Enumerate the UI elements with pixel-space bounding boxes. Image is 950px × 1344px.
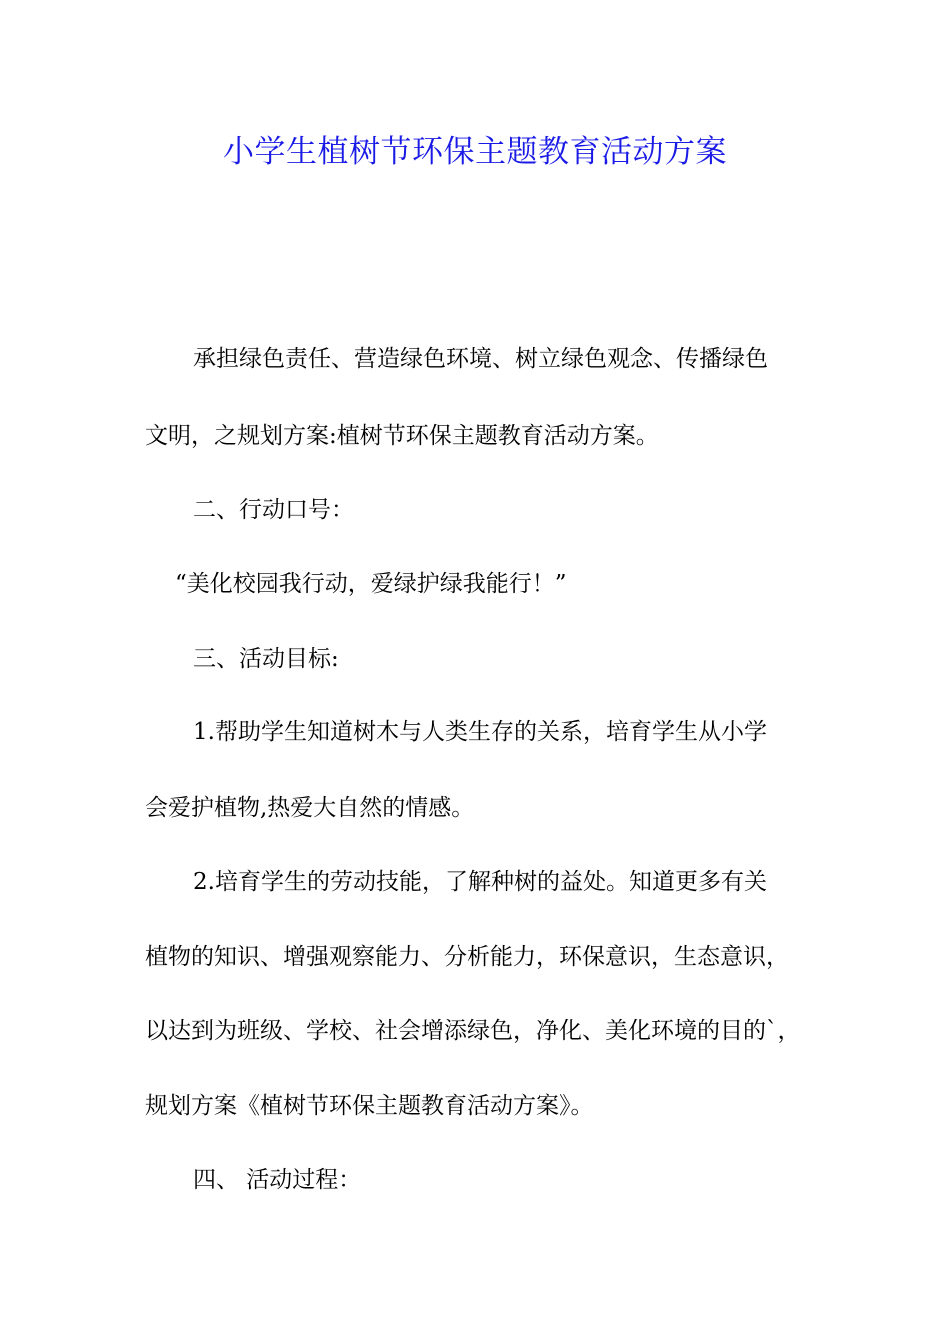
section-heading-process: 四、 活动过程： [193,1167,362,1193]
goal-2-line-4: 规划方案《植树节环保主题教育活动方案》。 [145,1093,594,1119]
goal-1-line-2: 会爱护植物,热爱大自然的情感。 [145,795,475,821]
paragraph-intro-line-2: 文明，之规划方案:植树节环保主题教育活动方案。 [145,423,659,449]
document-title: 小学生植树节环保主题教育活动方案 [223,134,727,170]
section-heading-goals: 三、活动目标: [193,646,339,672]
goal-2-line-2: 植物的知识、增强观察能力、分析能力，环保意识，生态意识， [145,944,789,970]
goal-1-line-1: 1.帮助学生知道树木与人类生存的关系，培育学生从小学 [193,719,767,745]
goal-2-line-3: 以达到为班级、学校、社会增添绿色，净化、美化环境的目的`， [145,1018,801,1044]
section-heading-slogan: 二、行动口号： [193,497,354,523]
goal-2-line-1: 2.培育学生的劳动技能，了解种树的益处。知道更多有关 [193,869,767,895]
paragraph-intro-line-1: 承担绿色责任、营造绿色环境、树立绿色观念、传播绿色 [193,346,768,372]
slogan-quote: “美化校园我行动，爱绿护绿我能行！” [175,571,567,597]
